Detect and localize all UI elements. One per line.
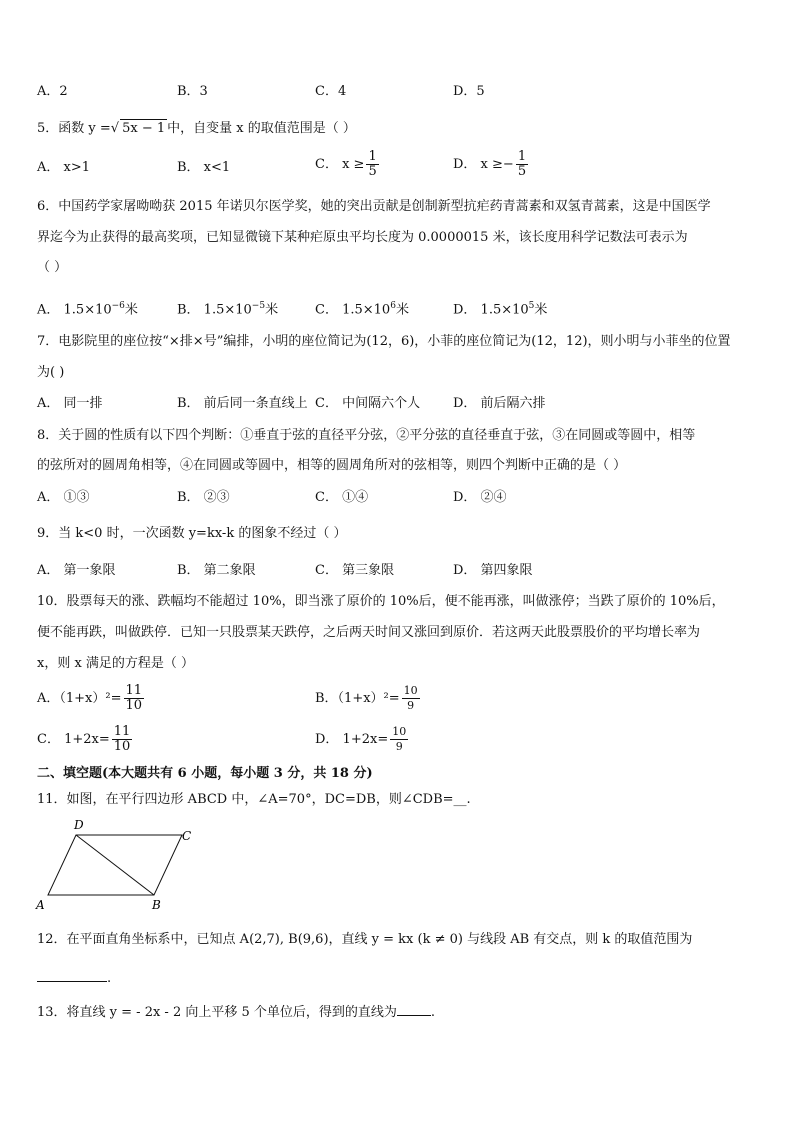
q7-option-d: D． 前后隔六排 (453, 396, 546, 411)
q6-option-a: A． $1.5\times 10^{-6}$米 (37, 301, 138, 318)
q7-option-a: A． 同一排 (37, 396, 103, 411)
q5-option-d: D． x ≥− $\frac{1}{5}$ (453, 149, 527, 179)
q10-option-b: B．（1+x）²= $\frac{10}{9}$ (315, 684, 418, 712)
diagonal-db (76, 835, 154, 895)
q5-radicand: 5x − 1 (122, 121, 166, 136)
q5-option-b: B． x<1 (177, 160, 231, 175)
question-9: 9．当 k<0 时，一次函数 y=kx-k 的图象不经过（ ） (37, 526, 347, 541)
q5-option-c: C． x ≥ $\frac{1}{5}$ (315, 149, 377, 179)
question-8-line-2: 的弦所对的圆周角相等，④在同圆或等圆中，相等的圆周角所对的弦相等，则四个判断中正确的是（ ） (37, 458, 627, 473)
parallelogram-figure (32, 815, 202, 915)
question-8-line-1: 8．关于圆的性质有以下四个判断：①垂直于弦的直径平分弦，②平分弦的直径垂直于弦，③在同圆或等圆中，相等 (37, 428, 696, 443)
q6-option-b: B． $1.5\times 10^{-5}$米 (177, 301, 279, 318)
vertex-label-a: A (36, 898, 45, 912)
section-2-title: 二、填空题(本大题共有 6 小题，每小题 3 分，共 18 分) (37, 766, 373, 781)
q8-option-d: D． ②④ (453, 490, 507, 505)
q9-option-d: D． 第四象限 (453, 563, 533, 578)
q9-option-a: A． 第一象限 (37, 563, 116, 578)
q9-option-c: C． 第三象限 (315, 563, 395, 578)
question-7-line-2: 为( ) (37, 365, 65, 380)
question-12: 12．在平面直角坐标系中，已知点 A(2,7), B(9,6)，直线 y = kx (k ≠ 0) 与线段 AB 有交点，则 k 的取值范围为 (37, 932, 693, 947)
question-13: 13．将直线 y = - 2x - 2 向上平移 5 个单位后，得到的直线为 . (37, 1001, 435, 1022)
q10-option-a: A．（1+x）²= $\frac{11}{10}$ (37, 683, 143, 713)
vertex-label-c: C (182, 829, 192, 843)
q7-option-c: C． 中间隔六个人 (315, 396, 421, 411)
q7-option-b: B． 前后同一条直线上 (177, 396, 308, 411)
q6-option-c: C． $1.5\times 10^6$米 (315, 301, 409, 318)
question-5: 5．函数 y =√ 5x − 1 中，自变量 x 的取值范围是（ ） (37, 121, 356, 136)
question-6-line-2: 界迄今为止获得的最高奖项，已知显微镜下某种疟原虫平均长度为 0.0000015 米，该长度用科学记数法可表示为 (37, 230, 688, 245)
option-d: D．5 (453, 84, 485, 99)
q9-option-b: B． 第二象限 (177, 563, 256, 578)
q5-suffix: 中，自变量 x 的取值范围是（ ） (167, 121, 356, 136)
vertex-label-d: D (74, 818, 84, 832)
question-7-line-1: 7．电影院里的座位按“×排×号”编排，小明的座位简记为(12，6)，小菲的座位简记为(12，12)，则小明与小菲坐的位置 (37, 334, 731, 349)
q10-option-d: D． 1+2x= $\frac{10}{9}$ (315, 725, 407, 753)
question-6-line-3: （ ） (37, 260, 68, 275)
q5-option-a: A． x>1 (37, 160, 91, 175)
question-12-answer-line: . (37, 967, 111, 988)
option-a: A．2 (37, 84, 68, 99)
question-6-line-1: 6．中国药学家屠呦呦获 2015 年诺贝尔医学奖，她的突出贡献是创制新型抗疟药青蒿素和双氢青蒿素，这是中国医学 (37, 199, 711, 214)
vertex-label-b: B (152, 898, 161, 912)
question-11: 11．如图，在平行四边形 ABCD 中，∠A=70°，DC=DB，则∠CDB=__. (37, 792, 471, 807)
question-10-line-1: 10．股票每天的涨、跌幅均不能超过 10%，即当涨了原价的 10%后，便不能再涨，叫做涨停；当跌了原价的 10%后， (37, 594, 725, 609)
option-b: B．3 (177, 84, 208, 99)
q8-option-c: C． ①④ (315, 490, 369, 505)
q8-option-b: B． ②③ (177, 490, 230, 505)
q5-prefix: 5．函数 y = (37, 121, 111, 136)
q10-option-c: C． 1+2x= $\frac{11}{10}$ (37, 724, 131, 754)
option-c: C．4 (315, 84, 347, 99)
q8-option-a: A． ①③ (37, 490, 90, 505)
question-10-line-3: x，则 x 满足的方程是（ ） (37, 656, 195, 671)
q6-option-d: D． $1.5\times 10^5$米 (453, 301, 548, 318)
question-10-line-2: 便不能再跌，叫做跌停．已知一只股票某天跌停，之后两天时间又涨回到原价．若这两天此股票股价的平均增长率为 (37, 625, 701, 640)
